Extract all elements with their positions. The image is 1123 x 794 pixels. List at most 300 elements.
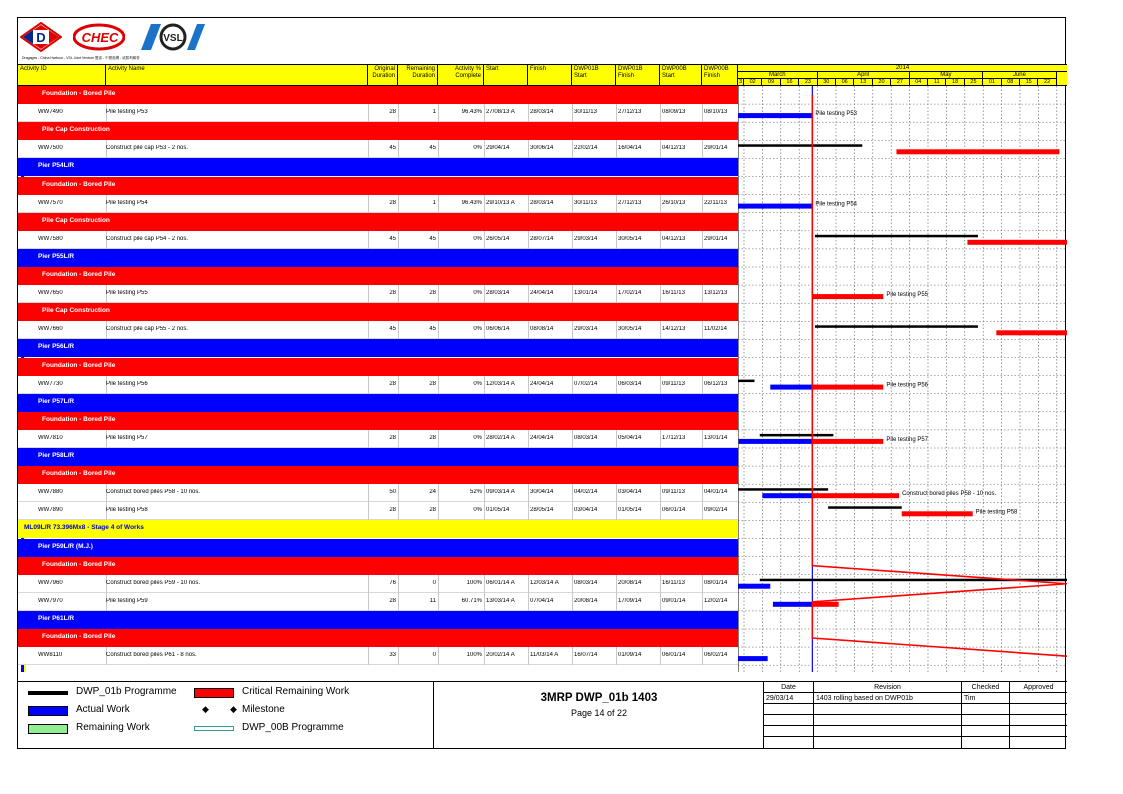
- cell-d00f: 08/01/14: [704, 579, 728, 586]
- cell-d01f: 20/08/14: [618, 579, 642, 586]
- col-dwp00b-finish[interactable]: DWP00B Finish: [702, 65, 738, 86]
- gantt-task-label: Pile testing P58: [975, 509, 1018, 516]
- cell-name: Pile testing P56: [106, 380, 148, 387]
- wbs-band-blue[interactable]: [18, 539, 738, 557]
- cell-id: WW7960: [38, 579, 63, 586]
- rev-empty-cell: [1010, 726, 1067, 737]
- cell-d00f: 29/01/14: [704, 235, 728, 242]
- col-activity-pct[interactable]: Activity % Complete: [438, 65, 484, 86]
- col-dwp00b-start[interactable]: DWP00B Start: [660, 65, 702, 86]
- wbs-band-red[interactable]: [18, 629, 738, 647]
- wbs-band-label: Pile Cap Construction: [42, 216, 110, 224]
- vsl-text: VSL: [163, 33, 183, 44]
- cell-name: Construct pile cap P55 - 2 nos.: [106, 326, 189, 333]
- legend-dwp00b-swatch: [194, 726, 234, 731]
- cell-start: 29/04/14: [486, 145, 510, 152]
- timescale-month: March: [738, 72, 818, 79]
- actual-bar: [738, 584, 770, 589]
- cell-od: 45: [389, 326, 396, 333]
- critical-remaining-bar: [812, 439, 883, 444]
- rev-empty-cell: [962, 715, 1010, 726]
- cell-id: WW7570: [38, 199, 63, 206]
- schedule-sheet: [17, 17, 1066, 749]
- timescale-year: 2014: [738, 65, 1067, 72]
- rev-empty-cell: [814, 704, 962, 715]
- cell-d01f: 03/04/14: [618, 489, 642, 496]
- cell-start: 06/06/14: [486, 326, 510, 333]
- critical-remaining-bar: [902, 511, 973, 516]
- cell-d01s: 16/07/14: [574, 652, 598, 659]
- legend-programme-swatch: [28, 691, 68, 695]
- title-block: [434, 681, 764, 749]
- timescale-day: 18: [946, 79, 964, 86]
- gantt-task-label: Pile testing P54: [815, 201, 858, 208]
- cell-pct: 0%: [473, 434, 482, 441]
- cell-d01f: 17/02/14: [618, 290, 642, 297]
- wbs-band-label: Pier P56L/R: [38, 343, 75, 351]
- table-row[interactable]: [18, 484, 738, 502]
- programme-bar: [738, 380, 755, 383]
- cell-name: Construct pile cap P54 - 2 nos.: [106, 235, 189, 242]
- col-activity-id[interactable]: Activity ID: [18, 65, 106, 86]
- cell-d01s: 03/04/14: [574, 507, 598, 514]
- cell-pct: 0%: [473, 290, 482, 297]
- cell-d00s: 26/10/13: [662, 199, 686, 206]
- cell-finish: 28/05/14: [530, 507, 554, 514]
- wbs-band-red[interactable]: [18, 358, 738, 376]
- table-row[interactable]: [18, 575, 738, 593]
- table-header: [18, 64, 738, 86]
- wbs-band-label: Pier P54L/R: [38, 162, 75, 170]
- critical-remaining-bar: [996, 330, 1067, 335]
- cell-od: 45: [389, 145, 396, 152]
- cell-finish: 30/04/14: [530, 489, 554, 496]
- cell-rd: 45: [429, 235, 436, 242]
- cell-d01f: 01/05/14: [618, 507, 642, 514]
- wbs-band-label: Pier P61L/R: [38, 614, 75, 622]
- cell-rd: 45: [429, 326, 436, 333]
- cell-d00s: 09/11/13: [662, 489, 685, 496]
- cell-id: WW7490: [38, 109, 63, 116]
- rev-header-approved: Approved: [1010, 682, 1067, 693]
- timescale-day: 08: [1002, 79, 1020, 86]
- timescale-day: 04: [910, 79, 928, 86]
- gantt-task-label: Pile testing P57: [886, 436, 929, 443]
- wbs-band-red[interactable]: [18, 466, 738, 484]
- timescale-day-partial: 3: [738, 79, 743, 85]
- wbs-band-red[interactable]: [18, 303, 738, 321]
- cell-rd: 28: [429, 290, 436, 297]
- cell-start: 28/02/14 A: [486, 434, 515, 441]
- jv-caption: Dragages - China Harbour - VSL Joint Venture 寶嘉 - 中國港灣 - 威勝利聯營: [22, 56, 140, 60]
- cell-finish: 07/04/14: [530, 597, 554, 604]
- cell-start: 20/02/14 A: [486, 652, 515, 659]
- cell-rd: 28: [429, 380, 436, 387]
- cell-name: Pile testing P59: [106, 597, 148, 604]
- cell-start: 12/03/14 A: [486, 380, 515, 387]
- cell-d00f: 12/02/14: [704, 597, 728, 604]
- cell-pct: 60.71%: [461, 597, 482, 604]
- col-remaining-duration[interactable]: Remaining Duration: [398, 65, 438, 86]
- wbs-band-red[interactable]: [18, 412, 738, 430]
- wbs-band-label: Foundation - Bored Pile: [42, 633, 116, 640]
- milestone-icon-end: ◆: [230, 704, 237, 714]
- cell-finish: 08/08/14: [530, 326, 554, 333]
- timescale-day: 25: [965, 79, 983, 86]
- cell-name: Pile testing P54: [106, 199, 148, 206]
- chec-logo: [73, 22, 125, 52]
- cell-d01f: 30/05/14: [618, 235, 642, 242]
- cell-pct: 0%: [473, 380, 482, 387]
- timescale-day: 02: [744, 79, 762, 86]
- cell-rd: 0: [432, 579, 436, 586]
- cell-d00s: 06/01/14: [662, 652, 686, 659]
- rev-checked: Tim: [962, 693, 1010, 704]
- cell-pct: 100%: [466, 652, 482, 659]
- wbs-band-red[interactable]: [18, 177, 738, 195]
- timescale-day: 09: [762, 79, 780, 86]
- critical-remaining-bar: [812, 493, 899, 498]
- wbs-band-blue[interactable]: [18, 394, 738, 412]
- table-row[interactable]: [18, 647, 738, 665]
- cell-name: Construct bored piles P59 - 10 nos.: [106, 579, 201, 586]
- cell-rd: 45: [429, 145, 436, 152]
- timescale-day: 23: [799, 79, 817, 86]
- cell-d00s: 08/09/13: [662, 109, 686, 116]
- cell-start: 01/05/14: [486, 507, 510, 514]
- cell-pct: 0%: [473, 235, 482, 242]
- wbs-band-blue[interactable]: [18, 158, 738, 176]
- legend-critical-label: Critical Remaining Work: [242, 686, 350, 697]
- cell-name: Pile testing P57: [106, 434, 148, 441]
- cell-d01f: 05/04/14: [618, 434, 642, 441]
- cell-d00s: 16/11/13: [662, 579, 685, 586]
- cell-start: 26/05/14: [486, 235, 510, 242]
- cell-d00s: 14/12/13: [662, 326, 686, 333]
- cell-name: Pile testing P55: [106, 290, 148, 297]
- timescale-day: 20: [873, 79, 891, 86]
- cell-id: WW7880: [38, 489, 63, 496]
- chec-text: CHEC: [81, 30, 119, 45]
- dragages-letter: D: [36, 30, 46, 45]
- rev-empty-cell: [962, 737, 1010, 748]
- timescale-day: 27: [891, 79, 909, 86]
- cell-id: WW7650: [38, 290, 63, 297]
- cell-od: 33: [389, 652, 396, 659]
- wbs-band-label: Foundation - Bored Pile: [42, 415, 116, 423]
- cell-d01s: 08/03/14: [574, 579, 598, 586]
- timescale-day: 11: [928, 79, 946, 86]
- wbs-band-red[interactable]: [18, 267, 738, 285]
- legend-actual-label: Actual Work: [76, 704, 130, 715]
- wbs-band-label: Pier P57L/R: [38, 397, 75, 405]
- legend-milestone-label: Milestone: [242, 704, 285, 715]
- cell-rd: 0: [432, 652, 436, 659]
- actual-bar: [738, 204, 812, 209]
- cell-d01f: 27/12/13: [618, 199, 642, 206]
- cell-d01s: 29/03/14: [574, 326, 598, 333]
- cell-pct: 0%: [473, 507, 482, 514]
- rev-empty-cell: [1010, 704, 1067, 715]
- cell-start: 06/01/14 A: [486, 579, 515, 586]
- legend: [18, 681, 434, 749]
- cell-id: WW7730: [38, 380, 63, 387]
- wbs-band-blue[interactable]: [18, 611, 738, 629]
- cell-d00f: 29/01/14: [704, 145, 728, 152]
- cell-start: 27/08/13 A: [486, 109, 515, 116]
- cell-od: 76: [389, 579, 396, 586]
- programme-bar: [815, 235, 978, 238]
- cell-od: 28: [389, 507, 396, 514]
- programme-bar: [738, 488, 828, 491]
- rev-empty-cell: [764, 704, 814, 715]
- cell-finish: 24/04/14: [530, 380, 554, 387]
- timescale-day: 22: [1038, 79, 1056, 86]
- rev-text: 1403 rolling based on DWP01b: [814, 693, 962, 704]
- rev-header-checked: Checked: [962, 682, 1010, 693]
- cell-d00f: 06/12/13: [704, 380, 728, 387]
- timescale-month: June: [983, 72, 1057, 79]
- cell-d00s: 16/11/13: [662, 290, 685, 297]
- col-original-duration[interactable]: Original Duration: [368, 65, 398, 86]
- cell-pct: 52%: [469, 489, 482, 496]
- cell-name: Construct bored piles P58 - 10 nos.: [106, 489, 201, 496]
- cell-name: Construct pile cap P53 - 2 nos.: [106, 145, 189, 152]
- cell-d01s: 13/01/14: [574, 290, 598, 297]
- actual-bar: [738, 656, 768, 661]
- cell-id: WW8110: [38, 652, 63, 659]
- wbs-band-label: Foundation - Bored Pile: [42, 271, 116, 278]
- cell-d01f: 06/03/14: [618, 380, 642, 387]
- cell-od: 28: [389, 199, 396, 206]
- wbs-band-blue[interactable]: [18, 249, 738, 267]
- cell-pct: 100%: [466, 579, 482, 586]
- rev-empty-cell: [814, 726, 962, 737]
- wbs-band-label: Foundation - Bored Pile: [42, 361, 116, 369]
- activity-table: [18, 86, 738, 672]
- cell-d00f: 13/01/14: [704, 434, 728, 441]
- col-dwp01b-start[interactable]: DWP01B Start: [572, 65, 616, 86]
- cell-id: WW7970: [38, 597, 63, 604]
- legend-dwp00b-label: DWP_00B Programme: [242, 722, 344, 733]
- cell-name: Pile testing P53: [106, 109, 148, 116]
- cell-d01s: 30/11/13: [574, 109, 597, 116]
- cell-od: 28: [389, 290, 396, 297]
- cell-rd: 28: [429, 434, 436, 441]
- cell-od: 28: [389, 380, 396, 387]
- rev-empty-cell: [1010, 715, 1067, 726]
- gantt-task-label: Pile testing P56: [886, 382, 929, 389]
- wbs-band-label: Pile Cap Construction: [42, 126, 110, 134]
- critical-remaining-bar: [896, 149, 1059, 154]
- timescale-day: 30: [818, 79, 836, 86]
- rev-header-date: Date: [764, 682, 814, 693]
- cell-d00f: 09/02/14: [704, 507, 728, 514]
- wbs-band-red[interactable]: [18, 557, 738, 575]
- cell-rd: 1: [432, 109, 436, 116]
- critical-remaining-bar: [812, 294, 883, 299]
- critical-remaining-bar: [812, 602, 838, 607]
- actual-bar: [739, 439, 813, 444]
- cell-d01s: 07/02/14: [574, 380, 598, 387]
- cell-id: WW7890: [38, 507, 63, 514]
- cell-d01f: 30/05/14: [618, 326, 642, 333]
- gantt-chart: [738, 86, 1067, 672]
- cell-rd: 11: [429, 597, 436, 604]
- rev-empty-cell: [1010, 737, 1067, 748]
- legend-critical-swatch: [194, 688, 234, 698]
- table-row[interactable]: [18, 593, 738, 611]
- cell-id: WW7580: [38, 235, 63, 242]
- cell-od: 28: [389, 597, 396, 604]
- logo-strip: [18, 18, 1067, 64]
- rev-approved: [1010, 693, 1067, 704]
- rev-date: 29/03/14: [764, 693, 814, 704]
- table-row[interactable]: [18, 140, 738, 158]
- cell-d00f: 06/02/14: [704, 652, 728, 659]
- legend-programme-label: DWP_01b Programme: [76, 686, 177, 697]
- rev-empty-cell: [764, 715, 814, 726]
- cell-d01s: 30/11/13: [574, 199, 597, 206]
- legend-actual-swatch: [28, 706, 68, 716]
- cell-pct: 0%: [473, 145, 482, 152]
- wbs-band-red[interactable]: [18, 122, 738, 140]
- wbs-band-label: Pier P58L/R: [38, 452, 75, 459]
- cell-d01s: 29/03/14: [574, 235, 598, 242]
- cell-d00s: 04/12/13: [662, 235, 686, 242]
- milestone-icon: ◆: [202, 704, 209, 714]
- wbs-band-red[interactable]: [18, 86, 738, 104]
- cell-od: 28: [389, 434, 396, 441]
- cell-rd: 28: [429, 507, 436, 514]
- rev-empty-cell: [814, 715, 962, 726]
- cell-start: 13/03/14 A: [486, 597, 515, 604]
- cell-d01s: 04/02/14: [574, 489, 598, 496]
- gantt-task-label: Pile testing P53: [815, 111, 858, 118]
- cell-finish: 28/07/14: [530, 235, 554, 242]
- cell-d01s: 20/08/14: [574, 597, 598, 604]
- legend-remaining-swatch: [28, 724, 68, 734]
- cell-d00f: 13/12/13: [704, 290, 728, 297]
- wbs-band-red[interactable]: [18, 213, 738, 231]
- cell-start: 29/10/13 A: [486, 199, 515, 206]
- table-row[interactable]: [18, 376, 738, 394]
- cell-finish: 28/03/14: [530, 109, 554, 116]
- page-number: Page 14 of 22: [570, 708, 628, 718]
- cell-finish: 28/03/14: [530, 199, 554, 206]
- timescale-day: 15: [1020, 79, 1038, 86]
- critical-remaining-bar: [812, 385, 883, 390]
- gantt-task-label: Construct bored piles P58 - 10 nos.: [902, 491, 997, 498]
- timescale-day: 01: [983, 79, 1001, 86]
- actual-bar: [773, 602, 812, 607]
- timescale-month: April: [818, 72, 910, 79]
- programme-bar: [760, 434, 834, 437]
- timescale-day: 06: [836, 79, 854, 86]
- legend-remaining-label: Remaining Work: [76, 722, 150, 733]
- cell-d00f: 08/10/13: [704, 109, 728, 116]
- table-row[interactable]: [18, 285, 738, 303]
- timescale-month: May: [910, 72, 984, 79]
- cell-d01s: 08/03/14: [574, 434, 598, 441]
- cell-rd: 1: [432, 199, 436, 206]
- programme-bar: [738, 144, 862, 147]
- cell-id: WW7660: [38, 326, 63, 333]
- cell-id: WW7500: [38, 145, 63, 152]
- col-dwp01b-finish[interactable]: DWP01B Finish: [616, 65, 660, 86]
- cell-od: 28: [389, 109, 396, 116]
- timescale-header: [738, 64, 1067, 86]
- actual-bar: [770, 385, 812, 390]
- table-row[interactable]: [18, 195, 738, 213]
- cell-finish: 24/04/14: [530, 290, 554, 297]
- cell-finish: 30/06/14: [530, 145, 554, 152]
- revision-table: [764, 681, 1067, 749]
- cell-od: 50: [389, 489, 396, 496]
- wbs-band-blue[interactable]: [18, 339, 738, 357]
- cell-name: Construct bored piles P61 - 8 nos.: [106, 652, 197, 659]
- cell-finish: 11/03/14 A: [530, 652, 559, 659]
- col-start[interactable]: Start: [484, 65, 528, 86]
- cell-d00s: 17/12/13: [662, 434, 686, 441]
- col-finish[interactable]: Finish: [528, 65, 572, 86]
- table-row[interactable]: [18, 231, 738, 249]
- rev-empty-cell: [962, 704, 1010, 715]
- dragages-logo: [20, 22, 62, 52]
- cell-d00s: 04/12/13: [662, 145, 686, 152]
- cell-pct: 96.43%: [461, 109, 482, 116]
- timescale-day: 13: [854, 79, 872, 86]
- cell-d00f: 11/02/14: [704, 326, 727, 333]
- table-row[interactable]: [18, 430, 738, 448]
- document-title: 3MRP DWP_01b 1403: [540, 692, 658, 704]
- wbs-band-label: Foundation - Bored Pile: [42, 560, 116, 568]
- critical-remaining-bar: [967, 240, 1067, 245]
- actual-bar: [738, 113, 812, 118]
- wbs-band-label: Foundation - Bored Pile: [42, 90, 116, 97]
- rev-empty-cell: [962, 726, 1010, 737]
- cell-id: WW7810: [38, 434, 63, 441]
- cell-pct: 0%: [473, 326, 482, 333]
- cell-start: 28/03/14: [486, 290, 510, 297]
- cell-d00s: 06/01/14: [662, 507, 686, 514]
- rev-empty-cell: [764, 737, 814, 748]
- cell-d01f: 17/09/14: [618, 597, 642, 604]
- cell-name: Pile testing P58: [106, 507, 148, 514]
- vsl-logo: [135, 22, 205, 52]
- wbs-band-blue[interactable]: [18, 448, 738, 466]
- cell-d00f: 22/11/13: [704, 199, 727, 206]
- cell-d00s: 09/11/13: [662, 380, 685, 387]
- table-row[interactable]: [18, 104, 738, 122]
- table-row[interactable]: [18, 321, 738, 339]
- cell-d01f: 16/04/14: [618, 145, 642, 152]
- wbs-band-yellow[interactable]: [18, 520, 738, 538]
- timescale-day: 16: [781, 79, 799, 86]
- cell-d00f: 04/01/14: [704, 489, 728, 496]
- cell-d00s: 09/01/14: [662, 597, 686, 604]
- programme-bar: [828, 506, 902, 509]
- rev-empty-cell: [814, 737, 962, 748]
- wbs-band-label: ML09L/R 73.396Mx8 - Stage 4 of Works: [24, 524, 144, 532]
- table-row[interactable]: [18, 502, 738, 520]
- cell-finish: 24/04/14: [530, 434, 554, 441]
- cell-d01s: 22/02/14: [574, 145, 598, 152]
- cell-finish: 12/03/14 A: [530, 579, 559, 586]
- wbs-band-label: Pile Cap Construction: [42, 307, 110, 315]
- col-activity-name[interactable]: Activity Name: [106, 65, 368, 86]
- cell-d01f: 01/09/14: [618, 652, 642, 659]
